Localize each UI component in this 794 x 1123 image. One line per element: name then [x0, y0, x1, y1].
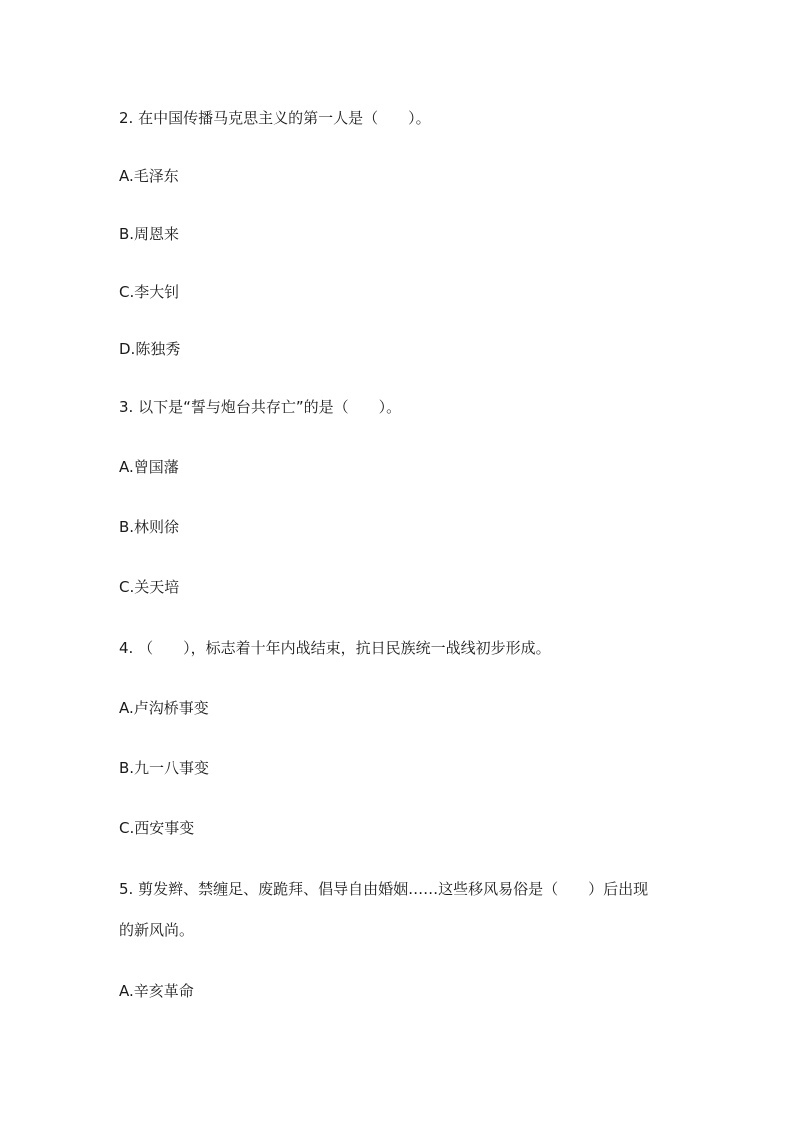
question-4-option-c: C.西安事变 [119, 819, 195, 837]
question-5-stem-line-1: 5. 剪发辫、禁缠足、废跪拜、倡导自由婚姻……这些移风易俗是（ ）后出现 [119, 880, 649, 898]
question-2-option-d: D.陈独秀 [119, 340, 181, 358]
question-5-stem-line-2: 的新风尚。 [119, 921, 195, 939]
question-4-option-b: B.九一八事变 [119, 759, 210, 777]
question-4-option-a: A.卢沟桥事变 [119, 699, 209, 717]
question-3-option-a: A.曾国藩 [119, 458, 179, 476]
question-3-stem: 3. 以下是“誓与炮台共存亡”的是（ ）。 [119, 398, 402, 416]
question-3-option-b: B.林则徐 [119, 518, 180, 536]
question-2-option-c: C.李大钊 [119, 283, 180, 301]
question-2-stem: 2. 在中国传播马克思主义的第一人是（ ）。 [119, 109, 431, 127]
question-2-option-b: B.周恩来 [119, 225, 180, 243]
question-5-option-a: A.辛亥革命 [119, 982, 194, 1000]
question-4-stem: 4. （ ），标志着十年内战结束，抗日民族统一战线初步形成。 [119, 639, 551, 657]
question-2-option-a: A.毛泽东 [119, 167, 179, 185]
question-3-option-c: C.关天培 [119, 578, 180, 596]
